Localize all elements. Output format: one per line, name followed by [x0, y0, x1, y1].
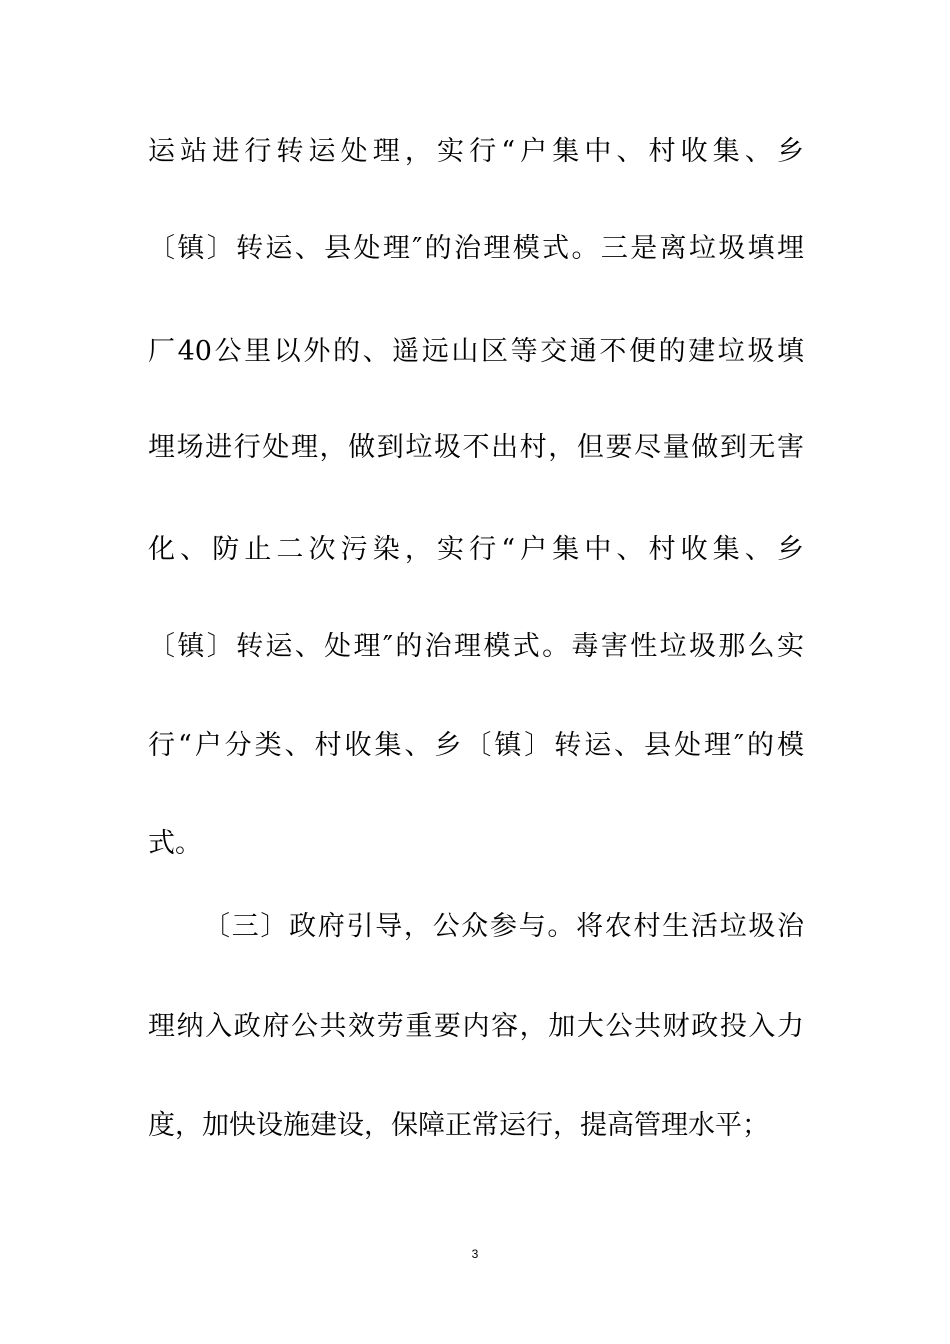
paragraph-line-4: 埋场进行处理，做到垃圾不出村，但要尽量做到无害	[148, 432, 804, 463]
paragraph-line-8: 式。	[148, 828, 202, 859]
paragraph-line-1: 运站进行转运处理，实行“户集中、村收集、乡	[148, 136, 804, 167]
paragraph-line-11: 度，加快设施建设，保障正常运行，提高管理水平；	[148, 1110, 769, 1141]
section-heading-line: 〔三〕政府引导，公众参与。将农村生活垃圾治	[203, 911, 804, 942]
page-number: 3	[471, 1247, 479, 1261]
paragraph-line-2: 〔镇〕转运、县处理″的治理模式。三是离垃圾填埋	[148, 233, 804, 264]
paragraph-line-5: 化、防止二次污染，实行“户集中、村收集、乡	[148, 534, 804, 565]
paragraph-line-3: 厂40公里以外的、遥远山区等交通不便的建垃圾填	[148, 336, 804, 367]
paragraph-line-6: 〔镇〕转运、处理″的治理模式。毒害性垃圾那么实	[148, 631, 804, 662]
paragraph-line-10: 理纳入政府公共效劳重要内容，加大公共财政投入力	[148, 1011, 804, 1042]
paragraph-line-7: 行“户分类、村收集、乡〔镇〕转运、县处理″的模	[148, 730, 804, 761]
